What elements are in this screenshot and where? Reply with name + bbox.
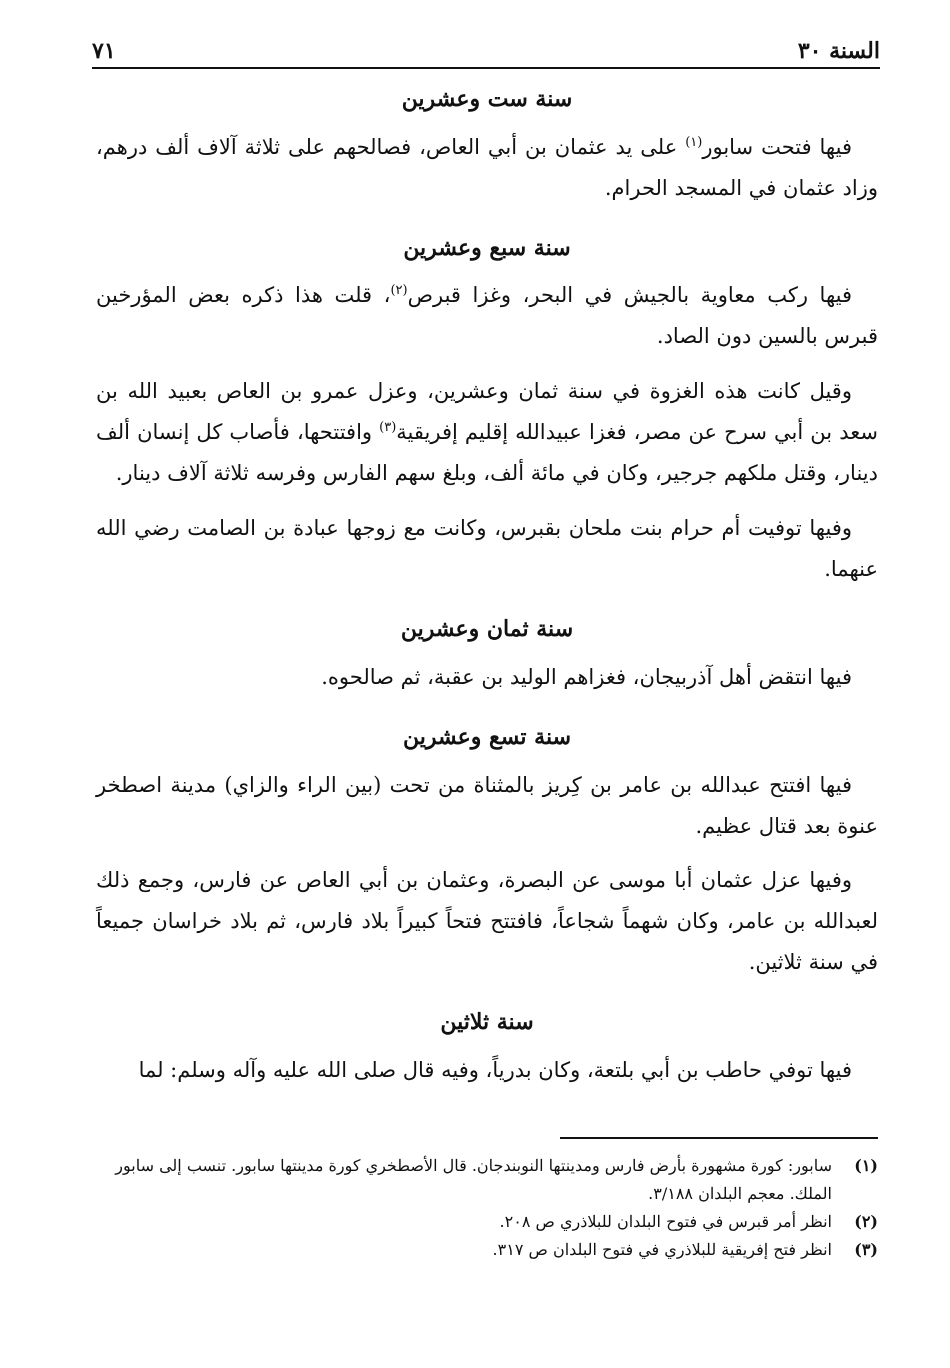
footnote bbox=[96, 1236, 878, 1264]
running-title: السنة ٣٠ bbox=[797, 38, 880, 64]
footnote-divider bbox=[560, 1137, 878, 1139]
paragraph: وقيل كانت هذه الغزوة في سنة ثمان وعشرين، وعزل عمرو بن العاص بعبيد الله بن سعد بن أبي سرح عن مصر، فغزا عبيدالله إقليم إفريقية$^{(٣)}$ وافتتحها، فأصاب كل إنسان ألف دينار، وقتل ملكهم جرجير، وكان في مائة ألف، وبلغ سهم الفارس وفرسه ثلاثة آلاف دينار. bbox=[96, 379, 878, 486]
footnotes bbox=[96, 1152, 878, 1264]
page-number: ٧١ bbox=[92, 38, 116, 64]
paragraph: فيها توفي حاطب بن أبي بلتعة، وكان بدرياً، وفيه قال صلى الله عليه وآله وسلم: لما bbox=[138, 1058, 852, 1083]
paragraph: فيها انتقض أهل آذربيجان، فغزاهم الوليد بن عقبة، ثم صالحوه. bbox=[321, 664, 852, 689]
footnote-ref: (٣) bbox=[379, 420, 397, 436]
footnote bbox=[96, 1152, 878, 1208]
footnote-ref: (٢) bbox=[390, 283, 408, 299]
main-text bbox=[96, 84, 878, 1105]
footnote-ref: (١) bbox=[685, 134, 703, 150]
section-heading: سنة تسع وعشرين bbox=[402, 723, 572, 750]
section-heading: سنة ست وعشرين bbox=[401, 86, 573, 112]
footnote-number: (١) bbox=[854, 1156, 878, 1175]
footnote-text: انظر أمر قبرس في فتوح البلدان للبلاذري ص ٢٠٨. bbox=[499, 1212, 832, 1231]
footnote-number: (٣) bbox=[854, 1240, 878, 1259]
paragraph: فيها ركب معاوية بالجيش في البحر، وغزا قبرص$^{(٢)}$، قلت هذا ذكره بعض المؤرخين قبرس بالسين دون الصاد. bbox=[96, 283, 878, 349]
footnote bbox=[96, 1208, 878, 1236]
section-heading: سنة ثلاثين bbox=[440, 1009, 534, 1036]
section-heading: سنة سبع وعشرين bbox=[403, 234, 571, 261]
paragraph: فيها افتتح عبدالله بن عامر بن كِريز بالمثناة من تحت (بين الراء والزاي) مدينة اصطخر عنوة بعد قتال عظيم. bbox=[96, 772, 878, 838]
footnote-text: سابور: كورة مشهورة بأرض فارس ومدينتها النوبندجان. قال الأصطخري كورة مدينتها سابور. تنسب إلى سابور الملك. معجم البلدان ٣/١٨٨. bbox=[115, 1156, 832, 1203]
footnote-text: انظر فتح إفريقية للبلاذري في فتوح البلدان ص ٣١٧. bbox=[492, 1240, 832, 1259]
paragraph: فيها فتحت سابور$^{(١)}$ على يد عثمان بن أبي العاص، فصالحهم على ثلاثة آلاف ألف درهم، وزاد عثمان في المسجد الحرام. bbox=[96, 134, 878, 200]
running-header bbox=[92, 30, 880, 69]
footnote-number: (٢) bbox=[854, 1212, 878, 1231]
paragraph: وفيها عزل عثمان أبا موسى عن البصرة، وعثمان بن أبي العاص عن فارس، وجمع ذلك لعبدالله بن عامر، وكان شهماً شجاعاً، فافتتح فتحاً كبيراً بلاد فارس، ثم بلاد خراسان جميعاً في سنة ثلاثين. bbox=[96, 868, 878, 975]
paragraph: وفيها توفيت أم حرام بنت ملحان بقبرس، وكانت مع زوجها عبادة بن الصامت رضي الله عنهما. bbox=[96, 516, 878, 582]
section-heading: سنة ثمان وعشرين bbox=[400, 616, 574, 643]
